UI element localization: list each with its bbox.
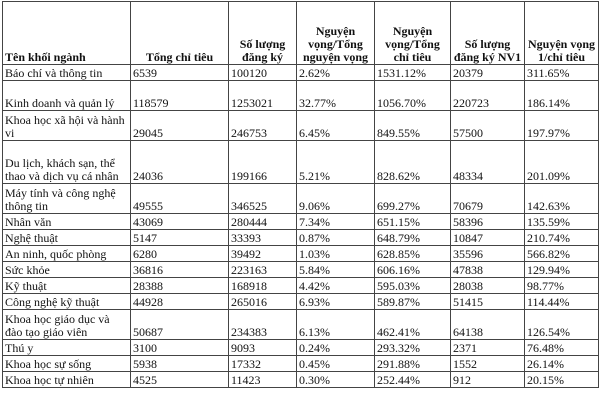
value-cell: 199166: [229, 141, 297, 184]
value-cell: 201.09%: [525, 141, 599, 184]
value-cell: 595.03%: [375, 278, 451, 294]
table-row: [3, 246, 599, 262]
value-cell: 6.13%: [297, 310, 375, 340]
value-cell: 6.45%: [297, 111, 375, 141]
row-label-cell: Thú y: [3, 340, 131, 356]
header-row: [3, 2, 599, 65]
value-cell: 234383: [229, 310, 297, 340]
value-cell: 6539: [131, 65, 229, 81]
value-cell: 2.62%: [297, 65, 375, 81]
value-cell: 5938: [131, 356, 229, 372]
row-label-cell: Sức khỏe: [3, 262, 131, 278]
value-cell: 24036: [131, 141, 229, 184]
value-cell: 566.82%: [525, 246, 599, 262]
value-cell: 2371: [451, 340, 525, 356]
header-cell: Nguyện vọng 1/chỉ tiêu: [525, 2, 599, 65]
value-cell: 651.15%: [375, 214, 451, 230]
value-cell: 3100: [131, 340, 229, 356]
value-cell: 100120: [229, 65, 297, 81]
table-row: [3, 372, 599, 388]
table-row: [3, 141, 599, 184]
value-cell: 32.77%: [297, 81, 375, 111]
value-cell: 220723: [451, 81, 525, 111]
value-cell: 5.21%: [297, 141, 375, 184]
table-row: [3, 230, 599, 246]
value-cell: 186.14%: [525, 81, 599, 111]
value-cell: 606.16%: [375, 262, 451, 278]
value-cell: 5.84%: [297, 262, 375, 278]
table-row: [3, 340, 599, 356]
value-cell: 50687: [131, 310, 229, 340]
value-cell: 699.27%: [375, 184, 451, 214]
value-cell: 589.87%: [375, 294, 451, 310]
value-cell: 49555: [131, 184, 229, 214]
value-cell: 462.41%: [375, 310, 451, 340]
value-cell: 293.32%: [375, 340, 451, 356]
value-cell: 11423: [229, 372, 297, 388]
table-row: [3, 278, 599, 294]
value-cell: 4.42%: [297, 278, 375, 294]
table-body: [3, 65, 599, 388]
row-label-cell: Công nghệ kỹ thuật: [3, 294, 131, 310]
value-cell: 6280: [131, 246, 229, 262]
header-cell: Tổng chỉ tiêu: [131, 2, 229, 65]
value-cell: 1552: [451, 356, 525, 372]
value-cell: 0.30%: [297, 372, 375, 388]
table-row: [3, 214, 599, 230]
table-row: [3, 356, 599, 372]
value-cell: 291.88%: [375, 356, 451, 372]
admissions-table: [2, 1, 599, 388]
row-label-cell: Khoa học xã hội và hành vi: [3, 111, 131, 141]
value-cell: 126.54%: [525, 310, 599, 340]
value-cell: 48334: [451, 141, 525, 184]
row-label-cell: Khoa học sự sống: [3, 356, 131, 372]
value-cell: 265016: [229, 294, 297, 310]
value-cell: 28388: [131, 278, 229, 294]
row-label-cell: Khoa học giáo dục và đào tạo giáo viên: [3, 310, 131, 340]
row-label-cell: Kỹ thuật: [3, 278, 131, 294]
value-cell: 29045: [131, 111, 229, 141]
header-cell: Số lượng đăng ký NV1: [451, 2, 525, 65]
value-cell: 47838: [451, 262, 525, 278]
value-cell: 51415: [451, 294, 525, 310]
value-cell: 118579: [131, 81, 229, 111]
table-row: [3, 310, 599, 340]
header-cell: Số lượng đăng ký: [229, 2, 297, 65]
value-cell: 35596: [451, 246, 525, 262]
row-label-cell: Kinh doanh và quản lý: [3, 81, 131, 111]
value-cell: 44928: [131, 294, 229, 310]
value-cell: 10847: [451, 230, 525, 246]
value-cell: 98.77%: [525, 278, 599, 294]
value-cell: 280444: [229, 214, 297, 230]
table-row: [3, 65, 599, 81]
value-cell: 0.24%: [297, 340, 375, 356]
value-cell: 36816: [131, 262, 229, 278]
value-cell: 43069: [131, 214, 229, 230]
header-cell: Tên khối ngành: [3, 2, 131, 65]
table-row: [3, 294, 599, 310]
value-cell: 7.34%: [297, 214, 375, 230]
value-cell: 648.79%: [375, 230, 451, 246]
value-cell: 628.85%: [375, 246, 451, 262]
header-cell: Nguyện vọng/Tổng nguyện vọng: [297, 2, 375, 65]
value-cell: 5147: [131, 230, 229, 246]
table-row: [3, 262, 599, 278]
value-cell: 246753: [229, 111, 297, 141]
value-cell: 1.03%: [297, 246, 375, 262]
value-cell: 849.55%: [375, 111, 451, 141]
value-cell: 39492: [229, 246, 297, 262]
value-cell: 28038: [451, 278, 525, 294]
value-cell: 912: [451, 372, 525, 388]
row-label-cell: Khoa học tự nhiên: [3, 372, 131, 388]
row-label-cell: Nhân văn: [3, 214, 131, 230]
value-cell: 33393: [229, 230, 297, 246]
value-cell: 142.63%: [525, 184, 599, 214]
table-row: [3, 184, 599, 214]
value-cell: 58396: [451, 214, 525, 230]
value-cell: 20379: [451, 65, 525, 81]
row-label-cell: Nghệ thuật: [3, 230, 131, 246]
value-cell: 4525: [131, 372, 229, 388]
value-cell: 17332: [229, 356, 297, 372]
value-cell: 76.48%: [525, 340, 599, 356]
value-cell: 114.44%: [525, 294, 599, 310]
value-cell: 0.87%: [297, 230, 375, 246]
value-cell: 64138: [451, 310, 525, 340]
value-cell: 1253021: [229, 81, 297, 111]
table-row: [3, 111, 599, 141]
value-cell: 223163: [229, 262, 297, 278]
value-cell: 9.06%: [297, 184, 375, 214]
value-cell: 1056.70%: [375, 81, 451, 111]
row-label-cell: Máy tính và công nghệ thông tin: [3, 184, 131, 214]
value-cell: 311.65%: [525, 65, 599, 81]
value-cell: 346525: [229, 184, 297, 214]
value-cell: 6.93%: [297, 294, 375, 310]
row-label-cell: Báo chí và thông tin: [3, 65, 131, 81]
row-label-cell: Du lịch, khách sạn, thể thao và dịch vụ cá nhân: [3, 141, 131, 184]
value-cell: 70679: [451, 184, 525, 214]
row-label-cell: An ninh, quốc phòng: [3, 246, 131, 262]
value-cell: 197.97%: [525, 111, 599, 141]
value-cell: 129.94%: [525, 262, 599, 278]
value-cell: 57500: [451, 111, 525, 141]
value-cell: 828.62%: [375, 141, 451, 184]
value-cell: 210.74%: [525, 230, 599, 246]
value-cell: 168918: [229, 278, 297, 294]
value-cell: 1531.12%: [375, 65, 451, 81]
value-cell: 26.14%: [525, 356, 599, 372]
header-cell: Nguyện vọng/Tổng chỉ tiêu: [375, 2, 451, 65]
table-row: [3, 81, 599, 111]
value-cell: 20.15%: [525, 372, 599, 388]
value-cell: 135.59%: [525, 214, 599, 230]
value-cell: 0.45%: [297, 356, 375, 372]
value-cell: 252.44%: [375, 372, 451, 388]
value-cell: 9093: [229, 340, 297, 356]
